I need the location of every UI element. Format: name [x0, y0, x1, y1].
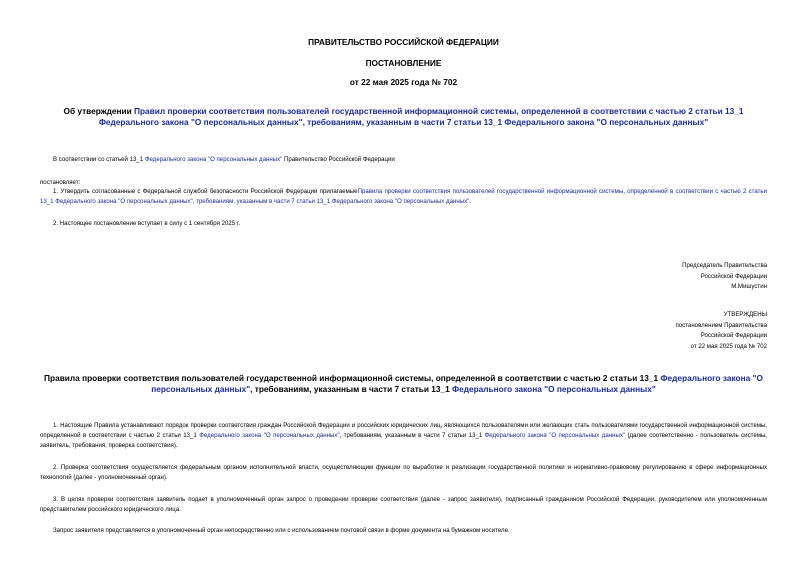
- rules-title-part2: , требованиям, указанным в части 7 статьи 13_1: [250, 384, 453, 394]
- law-link[interactable]: Федерального закона "О персональных данных": [144, 156, 283, 163]
- document-title: [40, 106, 767, 128]
- doc-type-heading: ПОСТАНОВЛЕНИЕ: [365, 58, 442, 68]
- rule-1-law-link-2[interactable]: Федерального закона "О персональных данных": [484, 432, 626, 439]
- rule-1-part2: , требованиям, указанным в части 7 статьи 13_1: [339, 432, 485, 439]
- approved-by: постановлением Правительства: [675, 321, 767, 329]
- item-1-paragraph: [40, 187, 767, 207]
- signature-country: Российской Федерации: [700, 272, 767, 280]
- rules-title-law-link-1[interactable]: Федерального закона "О персональных данных": [151, 373, 763, 394]
- intro-post: Правительство Российской Федерации: [282, 156, 395, 163]
- rule-1-part3: (далее соответственно - пользователь системы, заявитель, требования, проверка соответствия).: [40, 432, 767, 449]
- intro-paragraph: [40, 155, 767, 165]
- item-2-paragraph: 2. Настоящее постановление вступает в силу с 1 сентября 2025 г.: [53, 220, 241, 227]
- decree-word: постановляет:: [40, 179, 81, 186]
- government-heading: ПРАВИТЕЛЬСТВО РОССИЙСКОЙ ФЕДЕРАЦИИ: [308, 37, 499, 47]
- rule-1-paragraph: [40, 421, 767, 451]
- item-1-rules-link[interactable]: Правила проверки соответствия пользователей государственной информационной системы, определенной в соответствии с частью 2 статьи 13_1 Федерального закона "О персональных данных", требованиям, указанным в части 7 статьи 13_1 Федерального закона "О персональных данных": [40, 188, 768, 205]
- rule-3-paragraph: 3. В целях проверки соответствия заявитель подает в уполномоченный орган запрос о проведении проверки соответствия (далее - запрос заявителя), подписанный гражданином Российской Федерации, руководителем или уполномоченным представителем российского юридического лица.: [40, 496, 767, 513]
- rules-title-link[interactable]: Правил проверки соответствия пользователей государственной информационной системы, определенной в соответствии с частью 2 статьи 13_1 Федерального закона "О персональных данных", требованиям, указанным в части 7 статьи 13_1 Федерального закона "О персональных данных": [98, 106, 744, 127]
- intro-pre: В соответствии со статьей 13_1: [53, 156, 145, 163]
- rule-1-law-link-1[interactable]: Федерального закона "О персональных данных": [199, 432, 340, 439]
- rule-2-paragraph: 2. Проверка соответствия осуществляется федеральным органом исполнительной власти, осуществляющим функции по выработке и реализации государственной политики и нормативно-правовому регулированию в сфере информационных технологий (далее - уполномоченный орган).: [40, 464, 767, 481]
- rules-title-part1: Правила проверки соответствия пользователей государственной информационной системы, определенной в соответствии с частью 2 статьи 13_1: [44, 373, 661, 383]
- rules-title: [40, 373, 767, 395]
- item-1-pre: 1. Утвердить согласованные с Федеральной службой безопасности Российской Федерации прилагаемые: [53, 188, 358, 195]
- approved-country: Российской Федерации: [700, 332, 767, 339]
- signature-name: М.Мишустин: [731, 283, 767, 290]
- rules-title-law-link-2[interactable]: Федерального закона "О персональных данных": [452, 384, 656, 394]
- signature-title: Председатель Правительства: [682, 262, 767, 269]
- title-prefix: Об утверждении: [63, 106, 135, 116]
- approved-block: [567, 310, 767, 352]
- approved-label: УТВЕРЖДЕНЫ: [723, 311, 767, 318]
- rule-4-paragraph: Запрос заявителя представляется в уполномоченный орган непосредственно или с использованием почтовой связи в форме документа на бумажном носителе.: [53, 527, 510, 534]
- rule-1-part1: 1. Настоящие Правила устанавливают порядок проверки соответствия граждан Российской Федерации и российских юридических лиц, являющихся пользователями или желающих стать пользователями государственной информационной системы, определенной в соответствии с частью 2 статьи 13_1: [40, 422, 767, 439]
- item-1-post: .: [469, 198, 471, 205]
- date-number: от 22 мая 2025 года № 702: [349, 77, 458, 87]
- approved-date: от 22 мая 2025 года № 702: [690, 342, 767, 350]
- signature-block: [567, 261, 767, 293]
